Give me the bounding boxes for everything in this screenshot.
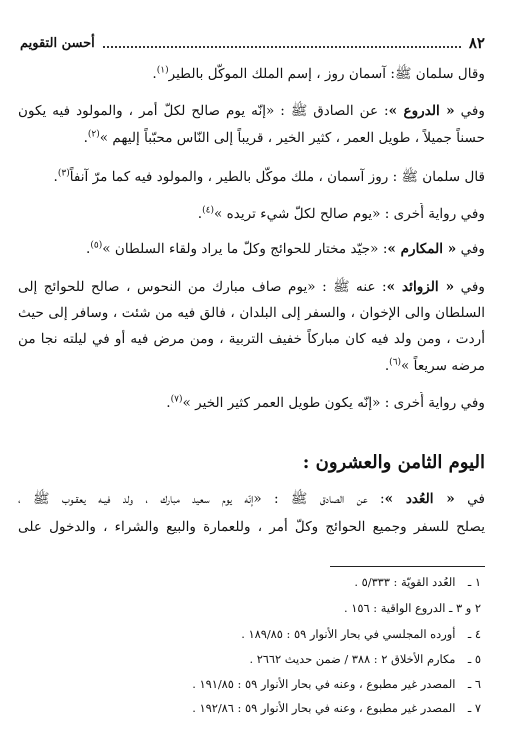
footnote-number: ١ ـ (467, 575, 481, 589)
footnote-separator (330, 566, 485, 567)
text-line: وفي « المكارم »: «جيّد مختار للحوائج وكلّ ما يراد ولقاء السلطان »$^{(٥)}$. (86, 240, 485, 257)
footnote-text: المصدر غير مطبوع ، وعنه في بحار الأنوار ٥٩ : ١٩١/٨٥ . (192, 677, 456, 691)
text-line: وفي « الدروع »: عن الصادق ﷺ : «إنّه يوم صالح لكلّ أمر ، والمولود فيه يكون (18, 103, 485, 119)
footnote-ref: (٦) (389, 357, 402, 368)
text-line: أردت ، ومن ولد فيه كان مباركاً خفيف التربية ، ومن مرض فيه أو في ليلته نجا من (18, 331, 485, 347)
footnote (20, 675, 481, 693)
text-line: حسناً جميلاً ، طويل العمر ، كثير الخير ، قريباً إلى النّاس محبّباً إليهم »$^{(٢)}$. (83, 129, 485, 146)
text-line: قال سلمان ﷺ : روز آسمان ، ملك موكّل بالطير ، والمولود فيه كما مرّ آنفاً$^{(٣)}$. (53, 168, 485, 185)
text-line: مرضه سريعاً »$^{(٦)}$. (384, 357, 485, 374)
text-line: وفي رواية أُخرى : «إنّه يكون طويل العمر كثير الخير »$^{(٧)}$. (166, 394, 485, 411)
footnote-ref: (٣) (57, 168, 70, 179)
footnote-text: العُدد القويّة : ٥/٣٣٣ . (354, 575, 456, 589)
footnote-text: أورده المجلسي في بحار الأنوار ٥٩ : ١٨٩/٨٥ . (241, 627, 456, 641)
footnote (20, 625, 481, 643)
footnote-text: الدروع الواقية : ١٥٦ . (344, 601, 446, 615)
section-heading: اليوم الثامن والعشرون : (302, 452, 485, 473)
footnote (20, 599, 481, 617)
footnote-text: مكارم الأخلاق ٢ : ٣٨٨ / ضمن حديث ٢٦٦٢ . (249, 652, 456, 666)
footnote-number: ٢ و ٣ ـ (449, 601, 481, 615)
footnote-number: ٥ ـ (467, 652, 481, 666)
text-line: وفي رواية أُخرى : «يوم صالح لكلّ شيء تريده »$^{(٤)}$. (197, 205, 485, 222)
text-line: يصلح للسفر وجميع الحوائج وكلّ أمر ، وللعمارة والبيع والشراء ، والدخول على (18, 519, 485, 535)
page-number: ٨٢ (468, 34, 485, 52)
text-line: وقال سلمان ﷺ: آسمان روز ، إسم الملك الموكّل بالطير$^{(١)}$. (152, 65, 485, 82)
footnote (20, 699, 481, 717)
book-title: أحسن التقويم (20, 35, 95, 51)
footnote-ref: (٤) (202, 205, 214, 216)
footnote-text: المصدر غير مطبوع ، وعنه في بحار الأنوار ٥٩ : ١٩٢/٨٦ . (192, 701, 456, 715)
footnote (20, 573, 481, 591)
footnote-number: ٧ ـ (467, 701, 481, 715)
text-line: في « العُدد »: عن الصادق ﷺ : «إنّه يوم سعيد مبارك ، ولد فيـه يعقـوب ﷺ ، (18, 491, 485, 507)
running-header (20, 32, 485, 54)
text-line: وفي « الزوائد »: عنه ﷺ : «يوم صاف مبارك من النحوس ، صالح للحوائج إلى (18, 279, 485, 295)
footnote (20, 650, 481, 668)
footnote-ref: (٧) (170, 394, 183, 405)
header-leader-dots (103, 38, 461, 48)
text-line: السلطان والى الإخوان ، والسفر إلى البلدان ، فالق فيه من شئت ، وسافر إلى حيث (18, 305, 485, 321)
footnote-ref: (٥) (90, 240, 103, 251)
footnote-number: ٦ ـ (467, 677, 481, 691)
footnote-number: ٤ ـ (467, 627, 481, 641)
footnote-ref: (١) (156, 65, 169, 76)
footnote-ref: (٢) (87, 129, 100, 140)
